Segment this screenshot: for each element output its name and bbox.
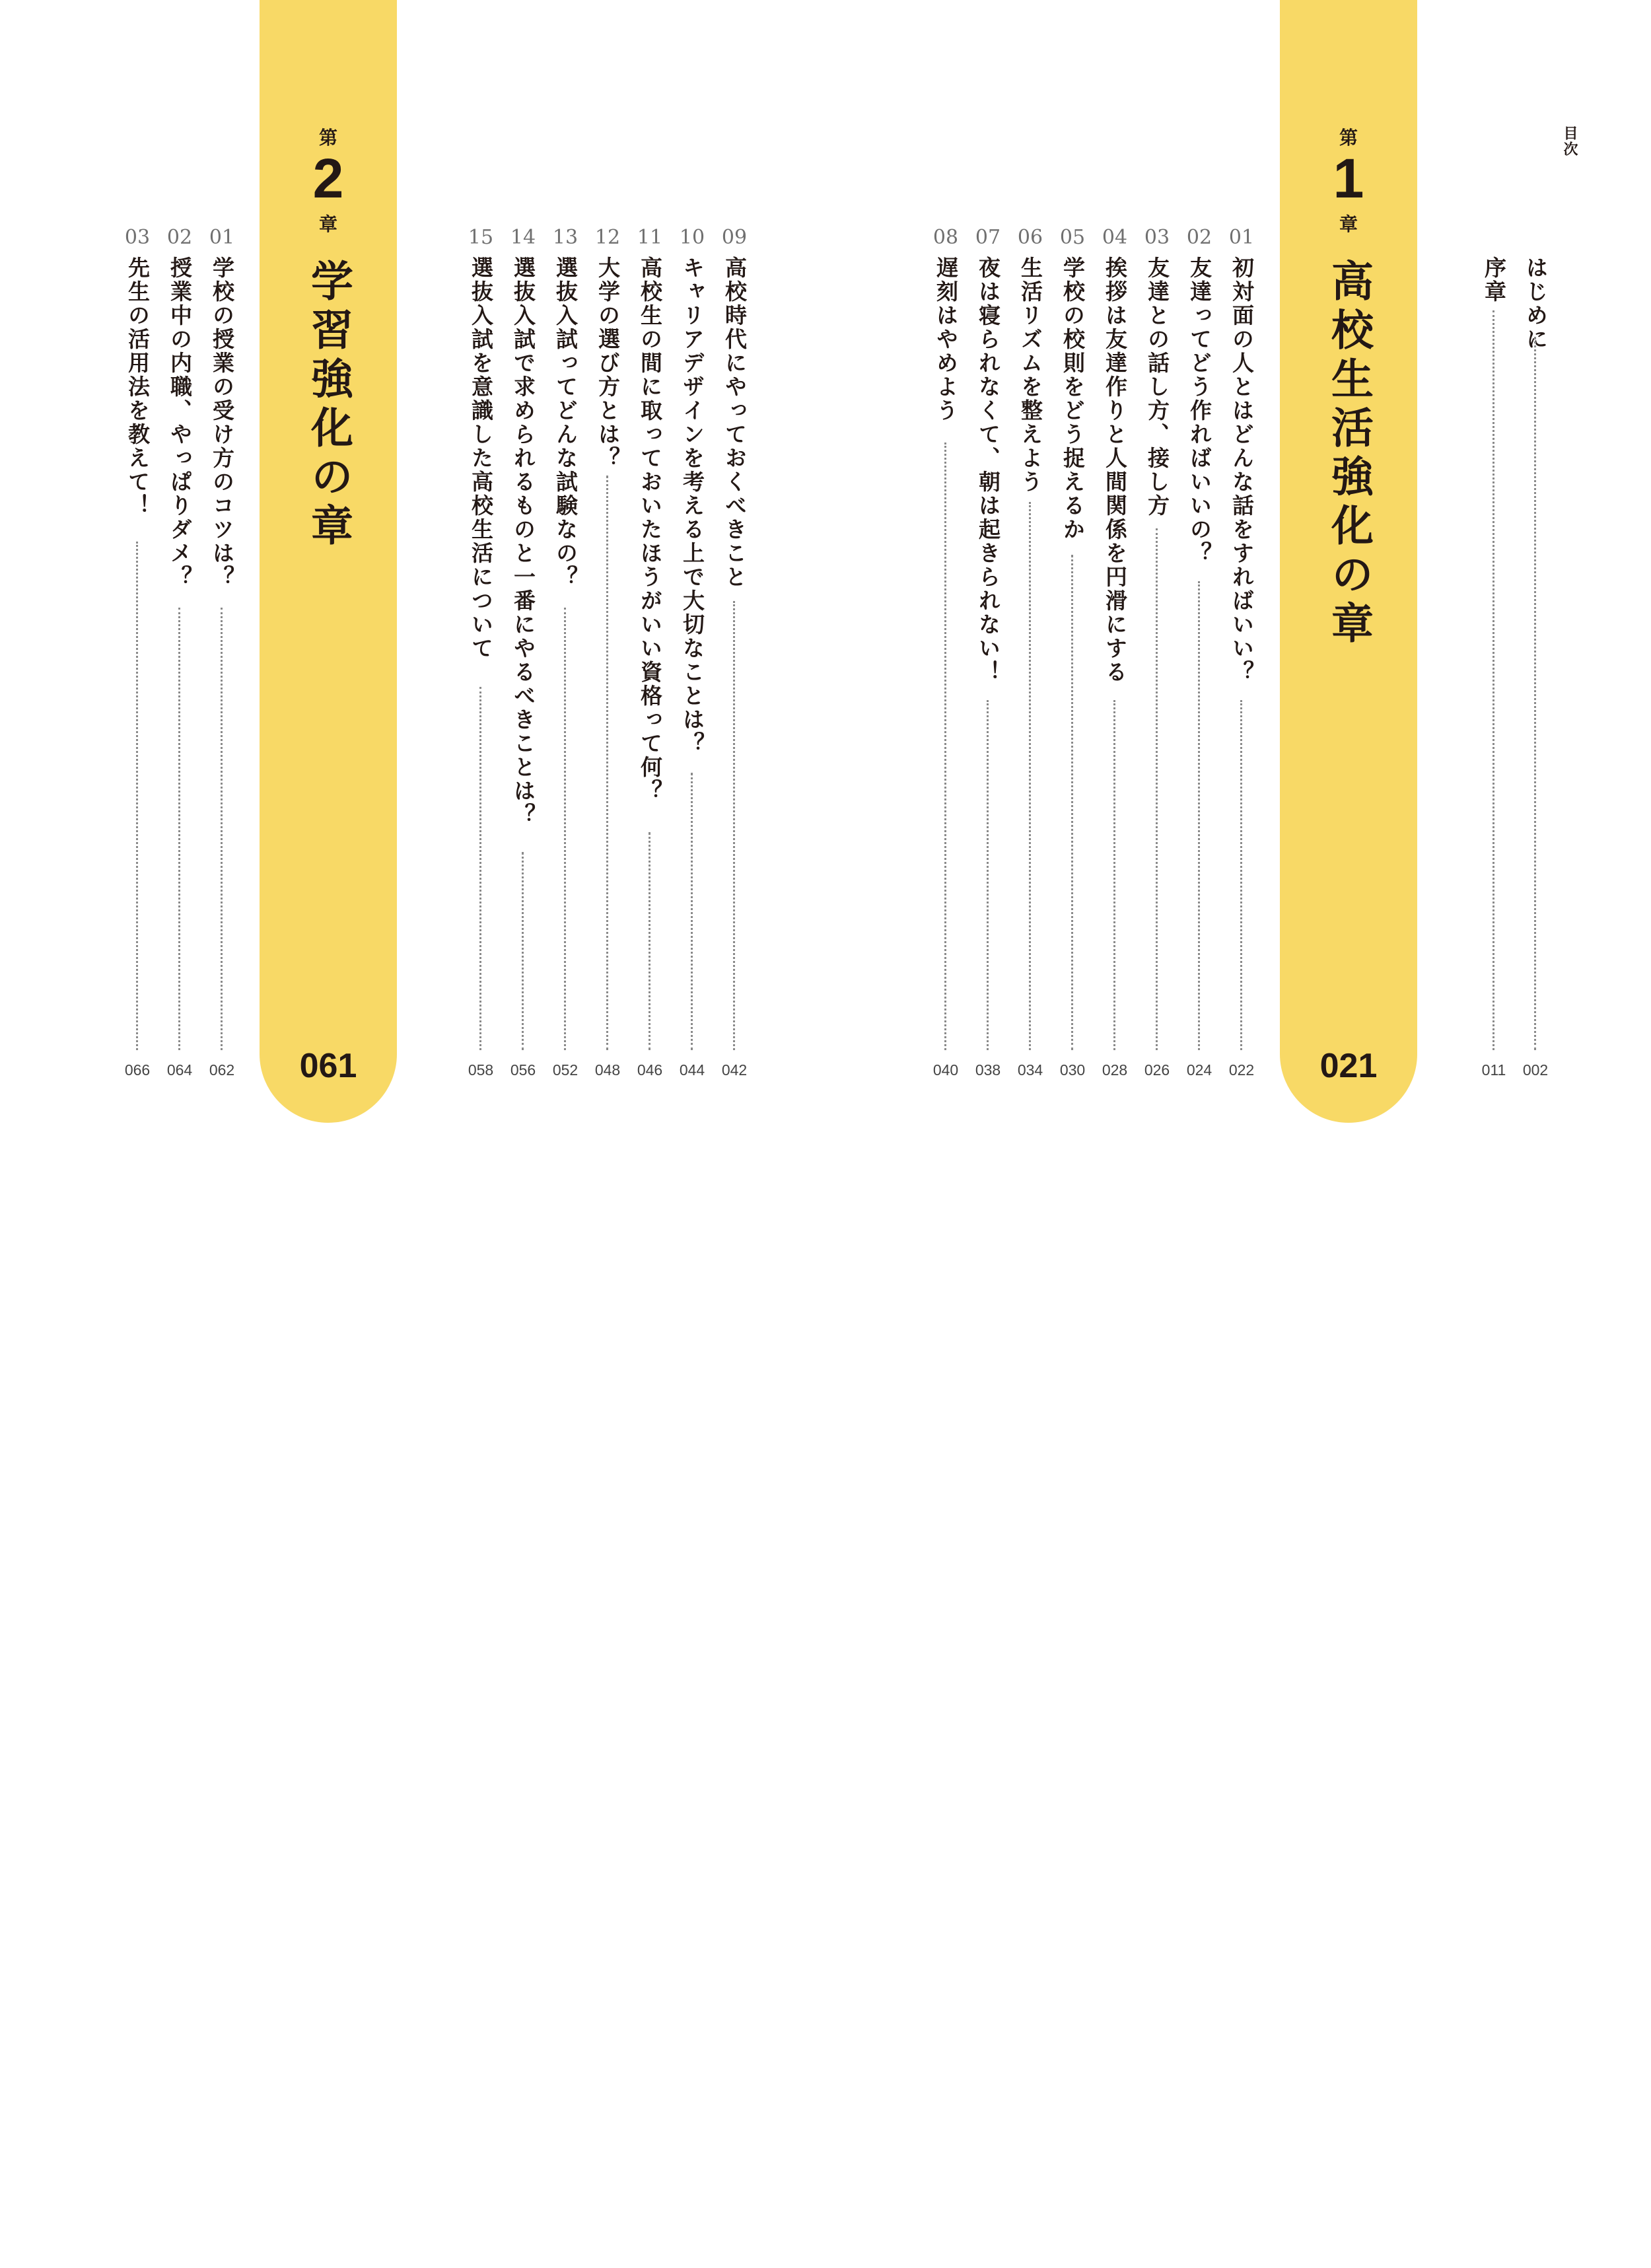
entry-number: 06 bbox=[1017, 226, 1043, 249]
dot-leader bbox=[606, 476, 608, 1050]
entry-page: 024 bbox=[1186, 1061, 1212, 1079]
toc-label: 目次 bbox=[1561, 125, 1578, 157]
dot-leader bbox=[691, 773, 693, 1050]
chapter-prefix: 第 bbox=[1339, 127, 1358, 149]
entry-page: 022 bbox=[1228, 1061, 1255, 1079]
entry-title: 序章 bbox=[1481, 256, 1507, 304]
dot-leader bbox=[479, 687, 481, 1050]
toc-entry-2-03[interactable] bbox=[124, 225, 151, 1090]
toc-entry-1-09[interactable] bbox=[721, 225, 748, 1090]
entry-page: 042 bbox=[721, 1061, 748, 1079]
entry-page: 002 bbox=[1522, 1061, 1549, 1079]
entry-title: 学校の校則をどう捉えるか bbox=[1060, 256, 1086, 542]
chapter-1-banner[interactable] bbox=[1280, 0, 1417, 1123]
entry-page: 046 bbox=[637, 1061, 663, 1079]
chapter-suffix: 章 bbox=[1339, 213, 1358, 235]
entry-number: 07 bbox=[975, 226, 1001, 249]
entry-page: 038 bbox=[975, 1061, 1001, 1079]
dot-leader bbox=[649, 832, 650, 1050]
entry-title: 選抜入試で求められるものと一番にやるべきことは？ bbox=[510, 256, 536, 827]
dot-leader bbox=[1198, 581, 1200, 1050]
entry-page: 048 bbox=[594, 1061, 621, 1079]
dot-leader bbox=[987, 700, 989, 1050]
entry-title: 挨拶は友達作りと人間関係を円滑にする bbox=[1102, 256, 1128, 684]
chapter-page: 021 bbox=[1319, 1047, 1378, 1085]
entry-page: 044 bbox=[679, 1061, 705, 1079]
toc-entry-1-15[interactable] bbox=[468, 225, 494, 1090]
toc-entry-2-01[interactable] bbox=[209, 225, 235, 1090]
entry-number: 12 bbox=[594, 226, 621, 249]
entry-number: 14 bbox=[510, 226, 536, 249]
dot-leader bbox=[1029, 502, 1031, 1050]
entry-number: 03 bbox=[124, 226, 151, 249]
dot-leader bbox=[944, 443, 946, 1050]
toc-entry-1-01[interactable] bbox=[1228, 225, 1255, 1090]
entry-page: 026 bbox=[1144, 1061, 1170, 1079]
toc-entry-1-10[interactable] bbox=[679, 225, 705, 1090]
chapter-number: 1 bbox=[1333, 147, 1364, 209]
toc-entry-1-02[interactable] bbox=[1186, 225, 1212, 1090]
entry-title: 選抜入試を意識した高校生活について bbox=[468, 256, 494, 660]
entry-number: 04 bbox=[1102, 226, 1128, 249]
entry-number: 11 bbox=[637, 226, 663, 249]
toc-entry-1-12[interactable] bbox=[594, 225, 621, 1090]
dot-leader bbox=[1240, 700, 1242, 1050]
toc-entry-1-06[interactable] bbox=[1017, 225, 1043, 1090]
entry-page: 066 bbox=[124, 1061, 151, 1079]
entry-title: 先生の活用法を教えて！ bbox=[125, 256, 151, 518]
toc-entry-hajimeni[interactable] bbox=[1522, 225, 1549, 1090]
dot-leader bbox=[733, 601, 735, 1050]
entry-title: 選抜入試ってどんな試験なの？ bbox=[553, 256, 579, 589]
entry-number: 01 bbox=[1228, 226, 1255, 249]
entry-title: キャリアデザインを考える上で大切なことは？ bbox=[680, 256, 705, 756]
chapter-page: 061 bbox=[299, 1047, 357, 1085]
toc-entry-joshou[interactable] bbox=[1481, 225, 1507, 1090]
entry-number: 15 bbox=[468, 226, 494, 249]
toc-entry-1-11[interactable] bbox=[637, 225, 663, 1090]
dot-leader bbox=[1156, 528, 1158, 1050]
entry-title: 友達との話し方、接し方 bbox=[1144, 256, 1170, 518]
entry-page: 040 bbox=[932, 1061, 959, 1079]
entry-page: 028 bbox=[1102, 1061, 1128, 1079]
entry-number: 05 bbox=[1059, 226, 1086, 249]
chapter-suffix: 章 bbox=[318, 213, 337, 235]
toc-entry-1-13[interactable] bbox=[552, 225, 579, 1090]
entry-title: 授業中の内職、やっぱりダメ？ bbox=[167, 256, 193, 589]
entry-page: 030 bbox=[1059, 1061, 1086, 1079]
dot-leader bbox=[1534, 337, 1536, 1050]
entry-number: 01 bbox=[209, 226, 235, 249]
chapter-number: 2 bbox=[312, 147, 344, 209]
entry-title: 初対面の人とはどんな話をすればいい？ bbox=[1229, 256, 1255, 684]
entry-page: 052 bbox=[552, 1061, 579, 1079]
entry-number: 02 bbox=[1186, 226, 1212, 249]
dot-leader bbox=[522, 852, 524, 1050]
entry-page: 034 bbox=[1017, 1061, 1043, 1079]
entry-number: 10 bbox=[679, 226, 705, 249]
entry-number: 03 bbox=[1144, 226, 1170, 249]
toc-entry-1-14[interactable] bbox=[510, 225, 536, 1090]
entry-title: 生活リズムを整えよう bbox=[1018, 256, 1043, 494]
entry-number: 13 bbox=[552, 226, 579, 249]
entry-number: 02 bbox=[166, 226, 193, 249]
dot-leader bbox=[1493, 310, 1494, 1050]
dot-leader bbox=[1071, 555, 1073, 1050]
dot-leader bbox=[136, 542, 138, 1050]
entry-title: 学校の授業の受け方のコツは？ bbox=[209, 256, 235, 589]
entry-title: 高校生の間に取っておいたほうがいい資格って何？ bbox=[637, 256, 663, 803]
chapter-2-banner[interactable] bbox=[260, 0, 397, 1123]
toc-entry-2-02[interactable] bbox=[166, 225, 193, 1090]
toc-entry-1-04[interactable] bbox=[1102, 225, 1128, 1090]
entry-title: はじめに bbox=[1523, 256, 1549, 351]
dot-leader bbox=[1113, 700, 1115, 1050]
entry-title: 夜は寝られなくて、朝は起きられない！ bbox=[975, 256, 1001, 684]
entry-title: 高校時代にやっておくべきこと bbox=[722, 256, 748, 589]
entry-title: 遅刻はやめよう bbox=[933, 256, 959, 423]
toc-entry-1-05[interactable] bbox=[1059, 225, 1086, 1090]
entry-page: 058 bbox=[468, 1061, 494, 1079]
entry-title: 友達ってどう作ればいいの？ bbox=[1187, 256, 1212, 565]
toc-entry-1-07[interactable] bbox=[975, 225, 1001, 1090]
dot-leader bbox=[178, 608, 180, 1050]
dot-leader bbox=[221, 608, 223, 1050]
toc-entry-1-03[interactable] bbox=[1144, 225, 1170, 1090]
chapter-prefix: 第 bbox=[318, 127, 337, 149]
entry-number: 09 bbox=[721, 226, 748, 249]
chapter-title: 高校生活強化の章 bbox=[1324, 259, 1373, 650]
dot-leader bbox=[564, 608, 566, 1050]
entry-page: 064 bbox=[166, 1061, 193, 1079]
entry-page: 062 bbox=[209, 1061, 235, 1079]
entry-page: 056 bbox=[510, 1061, 536, 1079]
toc-entry-1-08[interactable] bbox=[932, 225, 959, 1090]
entry-number: 08 bbox=[932, 226, 959, 249]
entry-page: 011 bbox=[1481, 1061, 1506, 1079]
entry-title: 大学の選び方とは？ bbox=[595, 256, 621, 470]
chapter-title: 学習強化の章 bbox=[304, 259, 353, 552]
